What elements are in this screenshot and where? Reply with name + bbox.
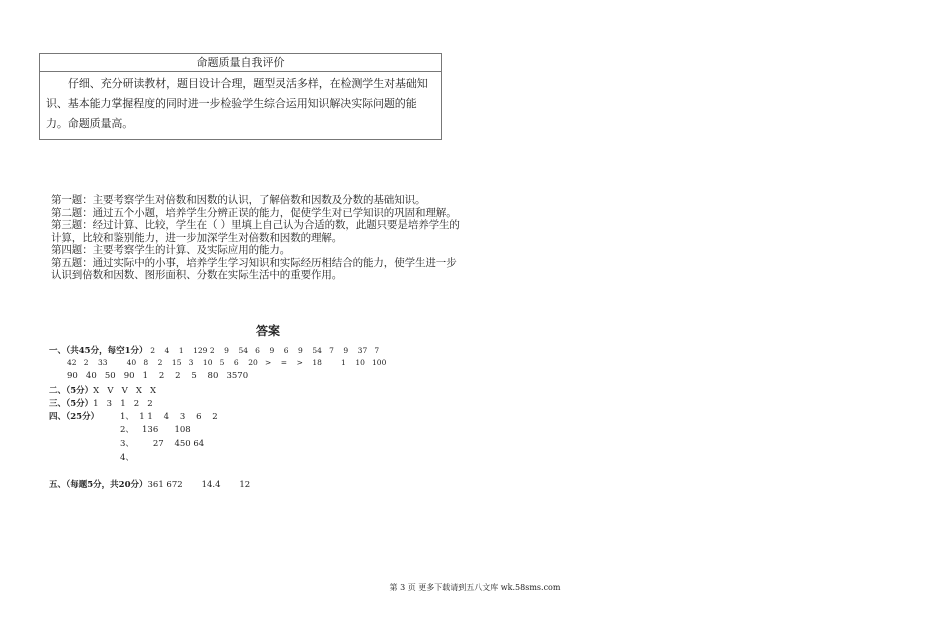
question-analysis (51, 194, 461, 282)
analysis-item: 第五题：通过实际中的小事，培养学生学习知识和实际经历相结合的能力，使学生进一步认识到倍数和因数、图形面积、分数在实际生活中的重要作用。 (51, 256, 457, 281)
analysis-item: 第一题：主要考察学生对倍数和因数的认识，了解倍数和因数及分数的基础知识。 (51, 194, 426, 206)
answer-q1-label: 一、（共45分，每空1分） (49, 346, 148, 356)
answer-q3-values: 1 3 1 2 2 (93, 399, 153, 409)
answer-q1-row (49, 344, 379, 356)
answer-q4-item: 1、 1 1 4 3 6 2 (120, 412, 218, 422)
analysis-item: 第二题：通过五个小题，培养学生分辨正误的能力，促使学生对已学知识的巩固和理解。 (51, 206, 457, 219)
self-evaluation-box (39, 53, 442, 140)
answer-q5-row (49, 478, 250, 490)
page-footer: 第 3 页 更多下载请到五八文库 wk.58sms.com (389, 583, 561, 592)
answer-q4-row (49, 410, 99, 422)
answer-q2-row (49, 384, 156, 396)
answer-q1-line1: 2 4 1 129 2 9 54 6 9 6 9 54 7 9 37 7 (150, 346, 380, 355)
evaluation-body: 仔细、充分研读教材，题目设计合理，题型灵活多样，在检测学生对基础知识、基本能力掌握程度的同时进一步检验学生综合运用知识解决实际问题的能力。命题质量高。 (46, 77, 428, 130)
answer-q4-label: 四、（25分） (49, 412, 100, 422)
analysis-item: 第三题：经过计算、比较，学生在（ ）里填上自己认为合适的数，此题只要是培养学生的计算，比较和鉴别能力，进一步加深学生对倍数和因数的理解。 (51, 219, 460, 244)
answer-q1-line2: 42 2 33 40 8 2 15 3 10 5 6 20 > = > 18 1 10 100 (67, 358, 387, 367)
answer-q5-values: 361 672 14.4 12 (147, 480, 251, 490)
answer-q5-label: 五、（每题5分，共20分） (49, 480, 148, 490)
answer-q3-row (49, 397, 153, 409)
answer-q2-label: 二、（5分） (49, 386, 94, 396)
answer-q1-line3: 90 40 50 90 1 2 2 5 80 3570 (67, 371, 249, 381)
answer-q4-item: 2、 136 108 (120, 425, 191, 435)
analysis-item: 第四题：主要考察学生的计算、及实际应用的能力。 (51, 244, 291, 256)
evaluation-title: 命题质量自我评价 (40, 54, 441, 72)
answers-heading: 答案 (256, 324, 281, 338)
answer-q2-values: X V V X X (93, 386, 157, 396)
answer-q4-item: 4、 (120, 453, 134, 463)
answer-q3-label: 三、（5分） (49, 399, 94, 409)
answer-q4-item: 3、 27 450 64 (120, 439, 205, 449)
